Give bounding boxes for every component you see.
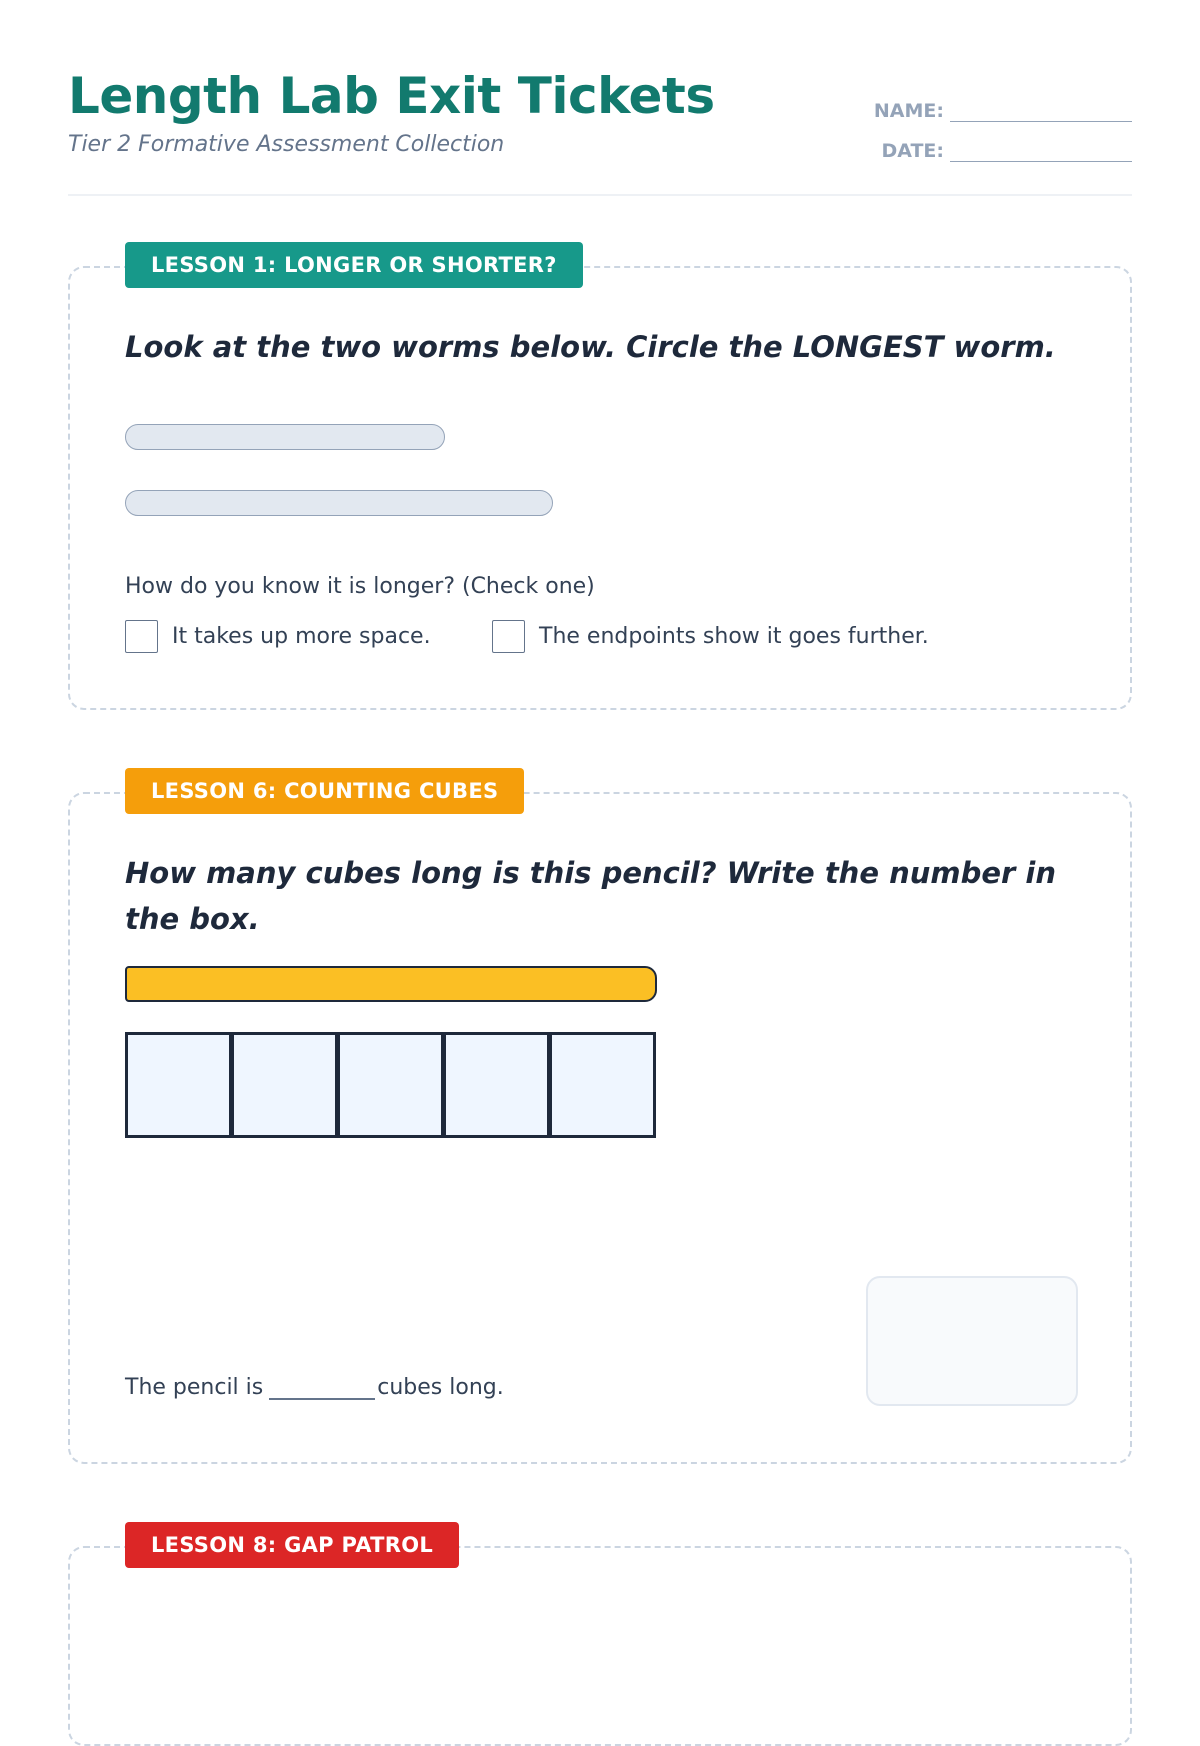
cube — [549, 1032, 656, 1138]
page-title: Length Lab Exit Tickets — [68, 67, 715, 125]
cube-row — [125, 1032, 659, 1138]
lesson-1-question: Look at the two worms below. Circle the LONGEST worm. — [125, 330, 1056, 364]
date-row — [874, 122, 1132, 162]
checkbox-more-space[interactable] — [125, 620, 158, 653]
cube — [337, 1032, 444, 1138]
name-row — [874, 82, 1132, 122]
lesson-8-card — [68, 1533, 1132, 1746]
lesson-1-card — [68, 253, 1132, 710]
date-field[interactable] — [950, 139, 1132, 162]
option-more-space-label: It takes up more space. — [172, 624, 431, 649]
checkbox-endpoints[interactable] — [492, 620, 525, 653]
cube — [231, 1032, 338, 1138]
option-more-space[interactable] — [125, 620, 431, 653]
page-subtitle: Tier 2 Formative Assessment Collection — [68, 132, 505, 157]
lesson-6-question: How many cubes long is this pencil? Write the number in the box. — [125, 856, 1057, 936]
name-label: NAME: — [873, 100, 944, 122]
worm-short[interactable] — [125, 424, 445, 450]
lesson-1-prompt: How do you know it is longer? (Check one) — [125, 574, 595, 599]
lesson-8-tag: LESSON 8: GAP PATROL — [125, 1522, 459, 1568]
worm-long[interactable] — [125, 490, 553, 516]
answer-box[interactable] — [866, 1276, 1078, 1406]
lesson-6-tag: LESSON 6: COUNTING CUBES — [125, 768, 524, 814]
pencil — [125, 966, 657, 1002]
sentence-end: cubes long. — [377, 1375, 504, 1400]
option-endpoints[interactable] — [492, 620, 929, 653]
name-field[interactable] — [950, 99, 1132, 122]
cube — [125, 1032, 232, 1138]
student-info — [874, 82, 1132, 162]
page-header — [68, 64, 1132, 196]
option-endpoints-label: The endpoints show it goes further. — [539, 624, 929, 649]
date-label: DATE: — [881, 140, 944, 162]
answer-blank[interactable] — [269, 1372, 375, 1400]
lesson-6-card — [68, 779, 1132, 1464]
lesson-1-tag: LESSON 1: LONGER OR SHORTER? — [125, 242, 583, 288]
cube — [443, 1032, 550, 1138]
answer-sentence — [125, 1372, 504, 1400]
sentence-start: The pencil is — [125, 1375, 264, 1400]
